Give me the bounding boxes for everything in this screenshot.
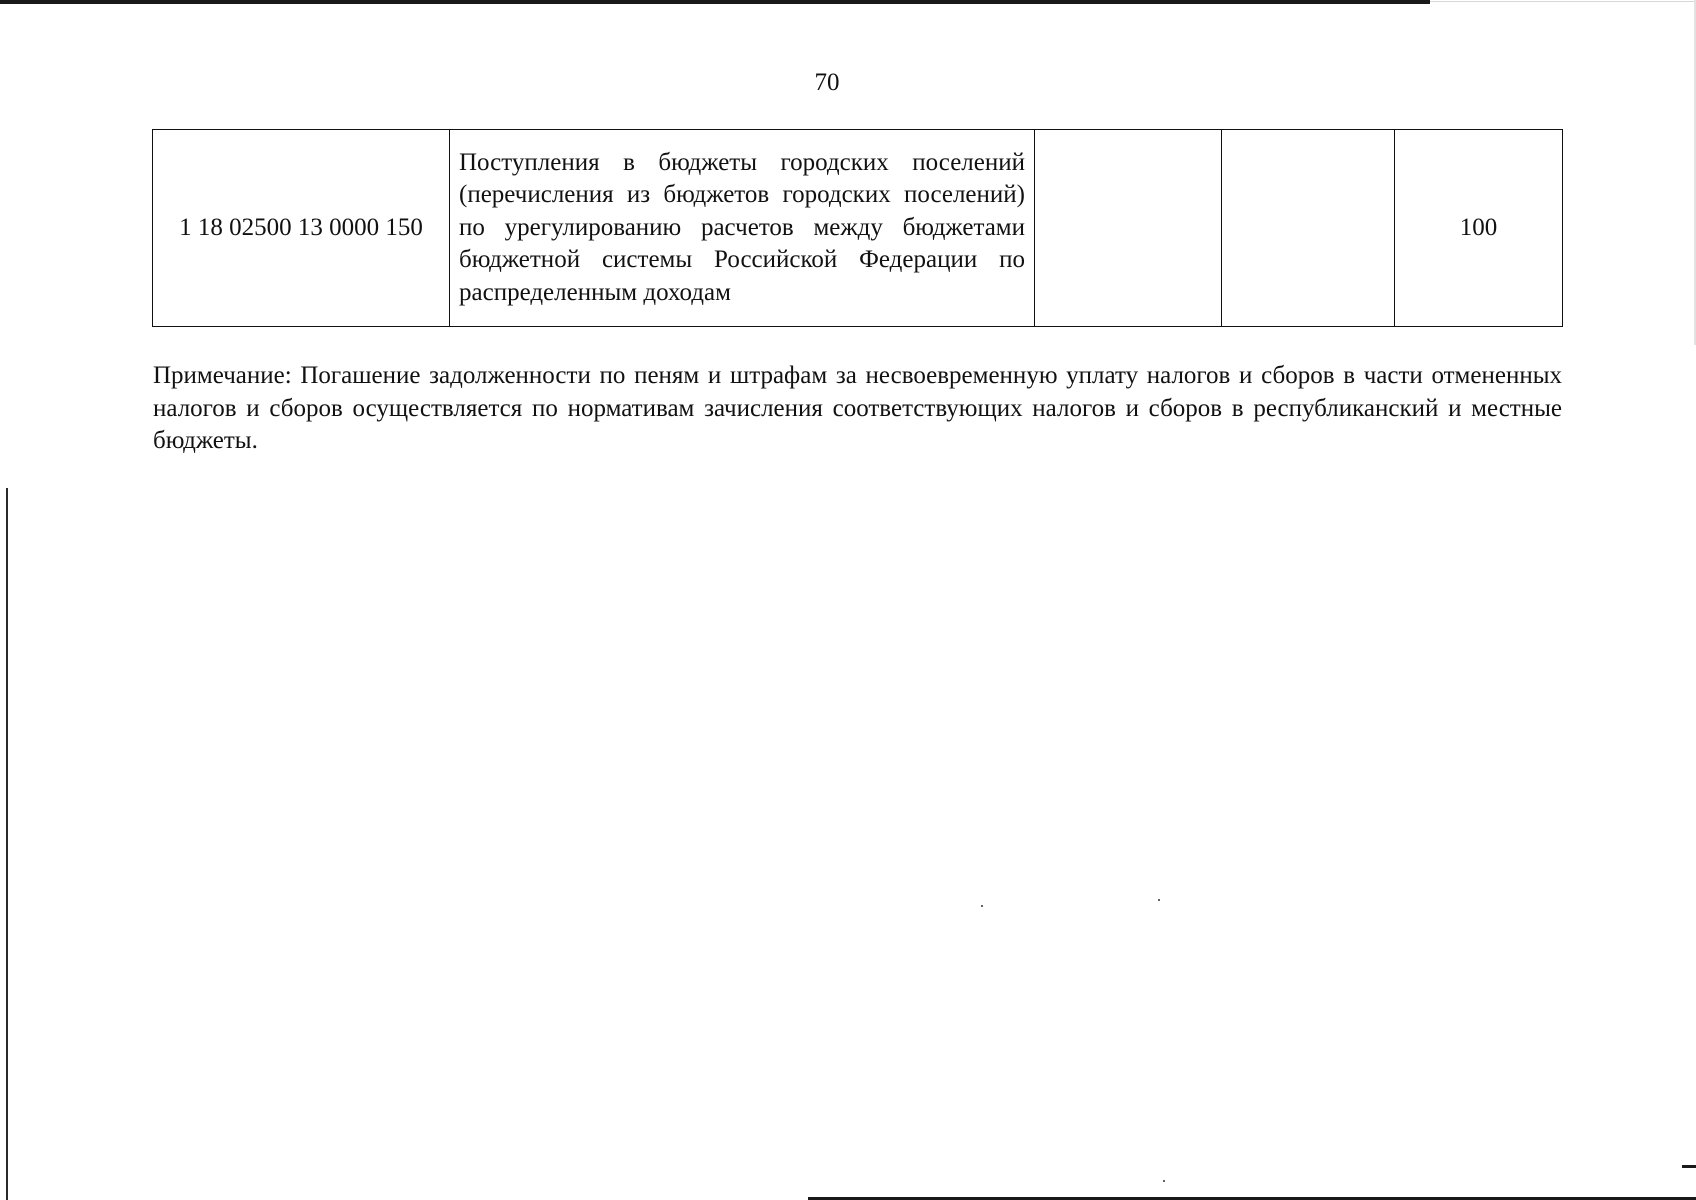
empty-cell bbox=[1035, 130, 1222, 327]
scan-edge-bottom-right bbox=[1682, 1165, 1696, 1168]
budget-code-cell: 1 18 02500 13 0000 150 bbox=[153, 130, 450, 327]
scan-edge-left bbox=[6, 488, 8, 1200]
footnote: Примечание: Погашение задолженности по пеням и штрафам за несвоевременную уплату налогов и сборов в части отмененных налогов и сборов осуществляется по нормативам зачисления соответствующих налогов и сборов в республиканский и местные бюджеты. bbox=[153, 362, 1562, 454]
empty-cell bbox=[1222, 130, 1395, 327]
scan-speck bbox=[981, 905, 983, 907]
scan-edge-top-faint bbox=[1430, 1, 1696, 2]
scan-speck bbox=[1158, 899, 1160, 901]
revenue-description-cell: Поступления в бюджеты городских поселений (перечисления из бюджетов городских поселений) по урегулированию расчетов между бюджетами бюджетной системы Российской Федерации по распределенным доходам bbox=[450, 130, 1035, 327]
page-number: 70 bbox=[814, 69, 840, 96]
budget-table bbox=[152, 129, 1563, 327]
scan-speck bbox=[1163, 1180, 1165, 1182]
table-row bbox=[153, 130, 1563, 327]
norm-percent-cell: 100 bbox=[1395, 130, 1563, 327]
scan-edge-top bbox=[0, 0, 1430, 4]
